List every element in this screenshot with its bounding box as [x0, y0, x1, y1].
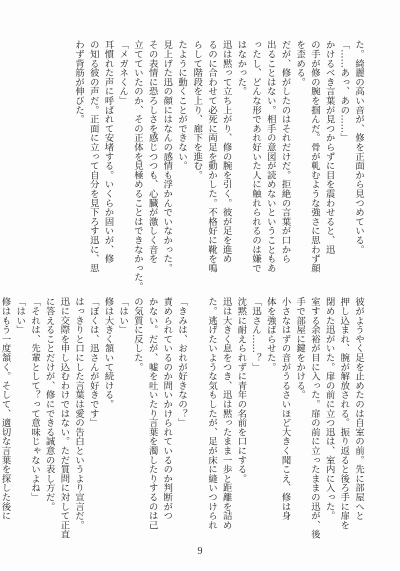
- text-line: 「メガネくん」: [117, 40, 129, 106]
- text-line: 耳慣れた声に呼ばれて安堵する。いくらか固いが、修: [102, 40, 114, 264]
- text-line: 迅は黙って立ち上がり、修の腕を引く。彼が足を進め: [220, 40, 232, 264]
- text-line: 「ぼくは、迅さんが好きです」: [87, 297, 99, 428]
- text-line: 迅に交際を申し込むわけではない。ただ質問に対して正直: [58, 297, 70, 539]
- text-line: の知る彼の声だ。正面に立って自分を見下ろす迅に、思: [87, 40, 99, 273]
- text-line: はなかった。: [235, 40, 247, 96]
- text-line: の手が修の腕を掴んだ。骨が軋むような強さに思わず顔: [308, 40, 320, 273]
- text-line: 責められているのか問いかけられているのか判断がつ: [161, 297, 173, 521]
- text-line: その表情に恐ろしさを感じつつも、心臓が激しく音を: [146, 40, 158, 264]
- text-line: たように動くことができない。: [176, 40, 187, 171]
- text-line: かない。だが、嘘を吐いたり言葉を濁したりするのは己: [146, 297, 158, 530]
- text-line: 「それは、先輩として？って意味じゃないよね」: [28, 297, 40, 502]
- text-block-bottom-left: [0, 297, 188, 539]
- text-line: らして階段を上り、廊下を進む。: [191, 40, 203, 180]
- text-line: ったし、どんな形であれ好いた人に触れられるのは嫌で: [250, 40, 262, 273]
- text-line: た。綺麗の高い音が、修を正面から見つめている。: [353, 40, 364, 254]
- text-line: 立てていたのか、その正体を見極めることはできなかった。: [131, 40, 143, 292]
- text-line: 体を強ばらせた。: [264, 297, 276, 372]
- text-line: 室する余裕が目に入った。扉の前に立ったままの迅が、後: [308, 297, 320, 539]
- page-number: 9: [197, 546, 203, 557]
- text-line: 押し込まれ、腕が解放される。振り返ると後ろ手に扉を: [338, 297, 350, 530]
- text-line: はっきりと口にした言葉は愛の告白というより宣言だ。: [73, 297, 85, 530]
- text-line: わず背筋が伸びた。: [73, 40, 85, 124]
- text-line: 「きみは、おれが好きなの？」: [176, 297, 187, 428]
- text-block-top-left: [40, 40, 188, 292]
- text-line: 沈黙に耐えられずに青年の名前を口にする。: [235, 297, 247, 483]
- text-line: 修は大きく頷いて続ける。: [102, 297, 114, 409]
- text-line: るのに合わせて必死に両足を動かした。不格好に靴を鳴: [205, 40, 217, 273]
- text-line: 手で部屋に鍵をかける。: [294, 297, 306, 400]
- text-line: だが、修がしたのはそれだけだ。拒絶の言葉が口から: [279, 40, 291, 264]
- text-line: 出ることはない。相手の意図が読めないということもあ: [264, 40, 276, 273]
- text-line: 「……あっ、あの……」: [338, 40, 350, 143]
- text-line: た。逃げたいような気もしたが、足が床に縫いつけられ: [205, 297, 217, 530]
- text-line: 「迅さん……？」: [250, 297, 262, 372]
- text-line: の気質に反した。: [131, 297, 143, 372]
- text-line: 「はい」: [117, 297, 129, 335]
- text-line: 修はもう一度頷く。そして、適切な言葉を探した後に: [0, 297, 11, 521]
- text-line: 見上げた迅の顔にはなんの感情も浮かんでいなかった。: [161, 40, 173, 273]
- text-line: を歪める。: [294, 40, 306, 87]
- text-block-bottom-right: [205, 297, 365, 539]
- text-line: に答えることだけが、修にできる誠意の表し方だ。: [43, 297, 55, 511]
- text-line: 「はい」: [14, 297, 26, 335]
- text-line: 小さなはずの音がうるさいほど大きく聞こえ、修は身: [279, 297, 291, 521]
- text-block-top-right: [191, 40, 365, 280]
- text-line: 迅は大きく息をつき、迅は黙ったまま一歩と距離を詰め: [220, 297, 232, 530]
- text-line: 彼がようやく足を止めたのは自室の前。先に部屋へと: [353, 297, 364, 521]
- text-line: かけるべき言葉が見つからずに目を震わせると、迅: [323, 40, 335, 254]
- text-line: 閉めた迅がいた。扉の前に立つ迅は、室内に入った。: [323, 297, 335, 521]
